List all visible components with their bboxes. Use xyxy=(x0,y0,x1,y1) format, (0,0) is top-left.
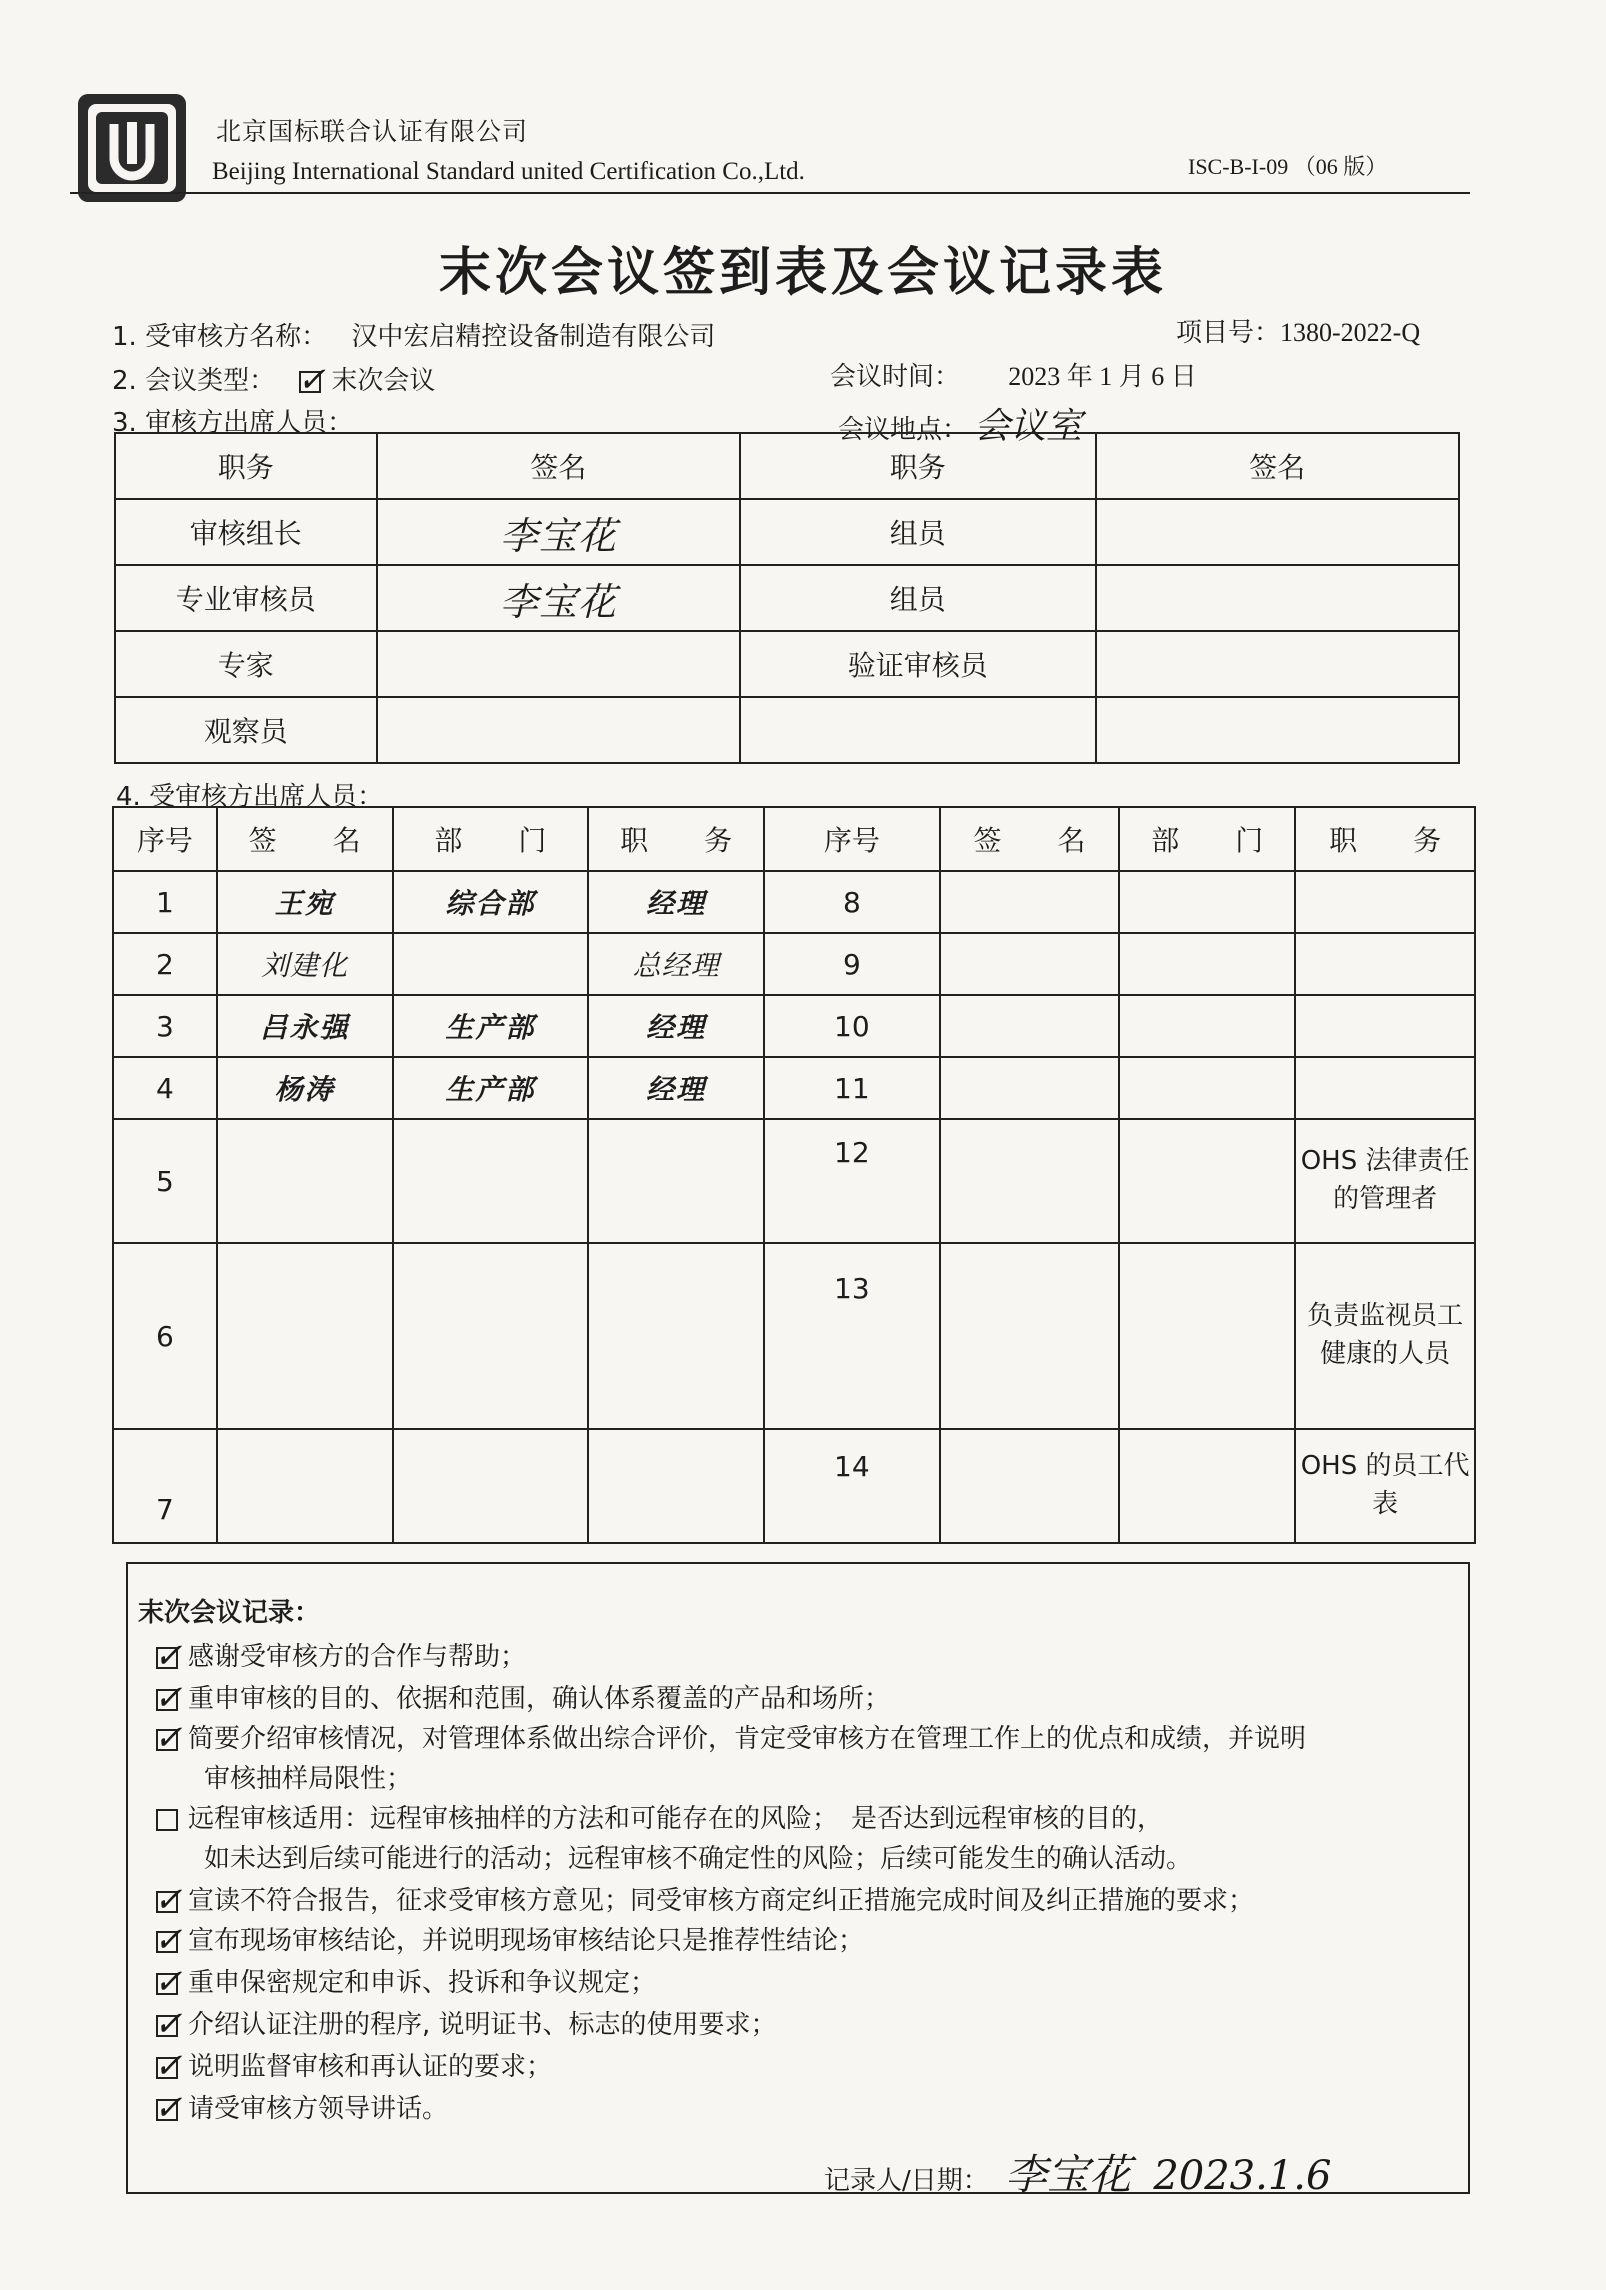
column-header: 部 门 xyxy=(1119,807,1295,871)
check-mark-icon: ✓ xyxy=(154,1879,183,1920)
attendee-signature xyxy=(940,1057,1120,1119)
attendee-title: 经理 xyxy=(588,871,764,933)
check-mark-icon: ✓ xyxy=(154,2087,183,2128)
attendee-title xyxy=(1295,871,1475,933)
attendee-department xyxy=(1119,1243,1295,1429)
record-item-continuation: 如未达到后续可能进行的活动；远程审核不确定性的风险；后续可能发生的确认活动。 xyxy=(204,1844,1193,1874)
table-row xyxy=(113,995,1475,1057)
row-number: 3 xyxy=(113,995,217,1057)
column-header: 职 务 xyxy=(1295,807,1475,871)
attendee-title xyxy=(588,1243,764,1429)
record-item xyxy=(154,1635,527,1676)
attendee-department xyxy=(393,1119,589,1243)
auditor-role: 专业审核员 xyxy=(115,565,377,631)
attendee-signature xyxy=(217,1119,393,1243)
record-item-text: 请受审核方领导讲话。 xyxy=(188,2094,449,2124)
attendee-title: OHS 法律责任的管理者 xyxy=(1295,1119,1475,1243)
record-item-checkbox xyxy=(154,1961,183,2002)
check-mark-icon: ✓ xyxy=(154,1919,183,1960)
attendee-signature xyxy=(940,995,1120,1057)
meeting-time-value: 2023 年 1 月 6 日 xyxy=(1008,362,1197,391)
auditor-attendees-label: 3. 审核方出席人员： xyxy=(112,408,354,438)
record-item-text: 简要介绍审核情况，对管理体系做出综合评价，肯定受审核方在管理工作上的优点和成绩，并说明 xyxy=(188,1724,1307,1754)
record-item-text: 宣布现场审核结论，并说明现场审核结论只是推荐性结论； xyxy=(188,1926,865,1956)
auditor-signature: 李宝花 xyxy=(377,499,740,565)
check-mark-icon: ✓ xyxy=(154,1717,183,1758)
attendee-title xyxy=(588,1429,764,1543)
column-header: 职务 xyxy=(740,433,1095,499)
meeting-place-value: 会议室 xyxy=(974,406,1083,447)
column-header: 职 务 xyxy=(588,807,764,871)
attendee-department xyxy=(393,933,589,995)
row-number: 9 xyxy=(764,933,940,995)
auditor-attendance-table xyxy=(114,432,1460,764)
attendee-title xyxy=(1295,933,1475,995)
auditor-signature xyxy=(377,697,740,763)
attendee-signature: 吕永强 xyxy=(217,995,393,1057)
recorder-date: 2023.1.6 xyxy=(1153,2153,1332,2199)
record-item-checkbox xyxy=(154,1635,183,1676)
record-item-continuation: 审核抽样局限性； xyxy=(204,1764,413,1794)
attendee-department: 生产部 xyxy=(393,995,589,1057)
auditor-signature xyxy=(1096,499,1459,565)
attendee-signature xyxy=(940,933,1120,995)
table-row xyxy=(115,499,1459,565)
meeting-type-row xyxy=(112,359,436,400)
row-number: 7 xyxy=(113,1429,217,1543)
recorder-label: 记录人/日期： xyxy=(824,2166,989,2196)
column-header: 签名 xyxy=(1096,433,1459,499)
auditor-signature xyxy=(1096,565,1459,631)
project-number-label: 项目号： xyxy=(1176,318,1281,348)
row-number: 1 xyxy=(113,871,217,933)
record-item-checkbox xyxy=(154,1677,183,1718)
meeting-time-row xyxy=(830,356,1197,393)
record-item-checkbox xyxy=(154,1919,183,1960)
auditor-role: 观察员 xyxy=(115,697,377,763)
auditor-signature: 李宝花 xyxy=(377,565,740,631)
column-header: 签 名 xyxy=(940,807,1120,871)
meeting-type-label: 2. 会议类型： xyxy=(112,366,276,396)
attendee-department xyxy=(1119,1429,1295,1543)
company-name-en: Beijing International Standard united Certification Co.,Ltd. xyxy=(212,158,805,185)
auditee-name-value: 汉中宏启精控设备制造有限公司 xyxy=(351,322,716,352)
column-header: 签名 xyxy=(377,433,740,499)
record-item-text: 重申审核的目的、依据和范围，确认体系覆盖的产品和场所； xyxy=(188,1684,891,1714)
column-header: 序号 xyxy=(113,807,217,871)
record-item-checkbox xyxy=(154,2003,183,2044)
meeting-type-value: 末次会议 xyxy=(331,366,436,396)
attendee-signature xyxy=(217,1429,393,1543)
row-number: 5 xyxy=(113,1119,217,1243)
table-row xyxy=(115,697,1459,763)
meeting-place-label: 会议地点： xyxy=(838,415,969,445)
meeting-time-label: 会议时间： xyxy=(830,362,961,392)
attendee-signature xyxy=(940,1429,1120,1543)
attendee-title xyxy=(1295,1057,1475,1119)
record-item xyxy=(154,1919,865,1960)
header-divider xyxy=(70,192,1470,194)
attendee-signature xyxy=(940,1243,1120,1429)
record-item-checkbox xyxy=(154,1879,183,1920)
project-number-value: 1380-2022-Q xyxy=(1280,318,1421,347)
auditor-role: 组员 xyxy=(740,499,1095,565)
record-item xyxy=(154,2087,449,2128)
attendee-signature xyxy=(940,1119,1120,1243)
record-item-text: 感谢受审核方的合作与帮助； xyxy=(188,1642,527,1672)
attendee-title xyxy=(588,1119,764,1243)
table-row xyxy=(113,1243,1475,1429)
check-mark-icon: ✓ xyxy=(154,2003,183,2044)
attendee-department xyxy=(1119,1119,1295,1243)
attendee-department xyxy=(393,1243,589,1429)
attendee-department: 综合部 xyxy=(393,871,589,933)
attendee-title: OHS 的员工代表 xyxy=(1295,1429,1475,1543)
record-item xyxy=(154,2003,777,2044)
attendee-signature: 杨涛 xyxy=(217,1057,393,1119)
attendee-signature: 刘建化 xyxy=(217,933,393,995)
column-header: 序号 xyxy=(764,807,940,871)
attendee-department xyxy=(393,1429,589,1543)
column-header: 签 名 xyxy=(217,807,393,871)
check-mark-icon: ✓ xyxy=(154,2045,183,2086)
attendee-title: 经理 xyxy=(588,995,764,1057)
project-number-row xyxy=(1176,312,1420,349)
attendee-title: 负责监视员工健康的人员 xyxy=(1295,1243,1475,1429)
attendee-department xyxy=(1119,1057,1295,1119)
attendee-department xyxy=(1119,995,1295,1057)
row-number: 8 xyxy=(764,871,940,933)
row-number: 4 xyxy=(113,1057,217,1119)
table-row xyxy=(113,871,1475,933)
auditee-name-label: 1. 受审核方名称： xyxy=(112,322,328,352)
auditor-role: 验证审核员 xyxy=(740,631,1095,697)
row-number: 12 xyxy=(764,1119,940,1243)
table-row xyxy=(113,1119,1475,1243)
record-item-text: 介绍认证注册的程序, 说明证书、标志的使用要求； xyxy=(188,2010,777,2040)
record-item-checkbox xyxy=(156,1809,178,1831)
recorder-row xyxy=(824,2142,1331,2202)
attendee-signature xyxy=(940,871,1120,933)
column-header: 部 门 xyxy=(393,807,589,871)
attendee-department: 生产部 xyxy=(393,1057,589,1119)
table-row xyxy=(113,933,1475,995)
attendee-department xyxy=(1119,871,1295,933)
record-item xyxy=(154,1879,1255,1920)
attendee-title xyxy=(1295,995,1475,1057)
auditor-signature xyxy=(1096,697,1459,763)
table-row xyxy=(115,631,1459,697)
record-item-text: 宣读不符合报告，征求受审核方意见；同受审核方商定纠正措施完成时间及纠正措施的要求； xyxy=(188,1886,1255,1916)
column-header: 职务 xyxy=(115,433,377,499)
record-item xyxy=(154,1717,1307,1758)
record-item xyxy=(154,1677,891,1718)
row-number: 6 xyxy=(113,1243,217,1429)
form-code: ISC-B-I-09 （06 版） xyxy=(1188,154,1388,179)
table-row xyxy=(113,1057,1475,1119)
auditee-attendees-label: 4. 受审核方出席人员： xyxy=(116,782,384,812)
record-item xyxy=(154,2045,553,2086)
row-number: 10 xyxy=(764,995,940,1057)
auditee-attendance-table xyxy=(112,806,1476,1544)
auditor-signature xyxy=(377,631,740,697)
table-row xyxy=(113,1429,1475,1543)
attendee-department xyxy=(1119,933,1295,995)
row-number: 13 xyxy=(764,1243,940,1429)
record-item-checkbox xyxy=(154,2045,183,2086)
meeting-type-checkbox xyxy=(297,359,326,400)
row-number: 14 xyxy=(764,1429,940,1543)
record-item xyxy=(156,1798,1163,1835)
table-header-row xyxy=(115,433,1459,499)
attendee-title: 总经理 xyxy=(588,933,764,995)
auditee-name-row xyxy=(112,316,715,353)
record-item-text: 重申保密规定和申诉、投诉和争议规定； xyxy=(188,1968,657,1998)
company-logo xyxy=(78,94,186,202)
record-item-checkbox xyxy=(154,1717,183,1758)
auditor-signature xyxy=(1096,631,1459,697)
table-row xyxy=(115,565,1459,631)
recorder-signature: 李宝花 xyxy=(1005,2150,1132,2199)
record-item-text: 远程审核适用：远程审核抽样的方法和可能存在的风险； 是否达到远程审核的目的， xyxy=(188,1804,1164,1834)
auditor-role: 审核组长 xyxy=(115,499,377,565)
record-item xyxy=(154,1961,657,2002)
record-item-text: 说明监督审核和再认证的要求； xyxy=(188,2052,553,2082)
attendee-signature xyxy=(217,1243,393,1429)
auditor-role: 专家 xyxy=(115,631,377,697)
check-mark-icon: ✓ xyxy=(154,1677,183,1718)
check-mark-icon: ✓ xyxy=(297,359,326,400)
check-mark-icon: ✓ xyxy=(154,1635,183,1676)
record-item-checkbox xyxy=(154,2087,183,2128)
attendee-title: 经理 xyxy=(588,1057,764,1119)
document-title: 末次会议签到表及会议记录表 xyxy=(438,243,1167,303)
table-header-row xyxy=(113,807,1475,871)
company-name-cn: 北京国标联合认证有限公司 xyxy=(216,117,529,146)
check-mark-icon: ✓ xyxy=(154,1961,183,2002)
auditor-role: 组员 xyxy=(740,565,1095,631)
auditor-role xyxy=(740,697,1095,763)
attendee-signature: 王宛 xyxy=(217,871,393,933)
row-number: 11 xyxy=(764,1057,940,1119)
meeting-record-title: 末次会议记录： xyxy=(138,1598,321,1628)
row-number: 2 xyxy=(113,933,217,995)
